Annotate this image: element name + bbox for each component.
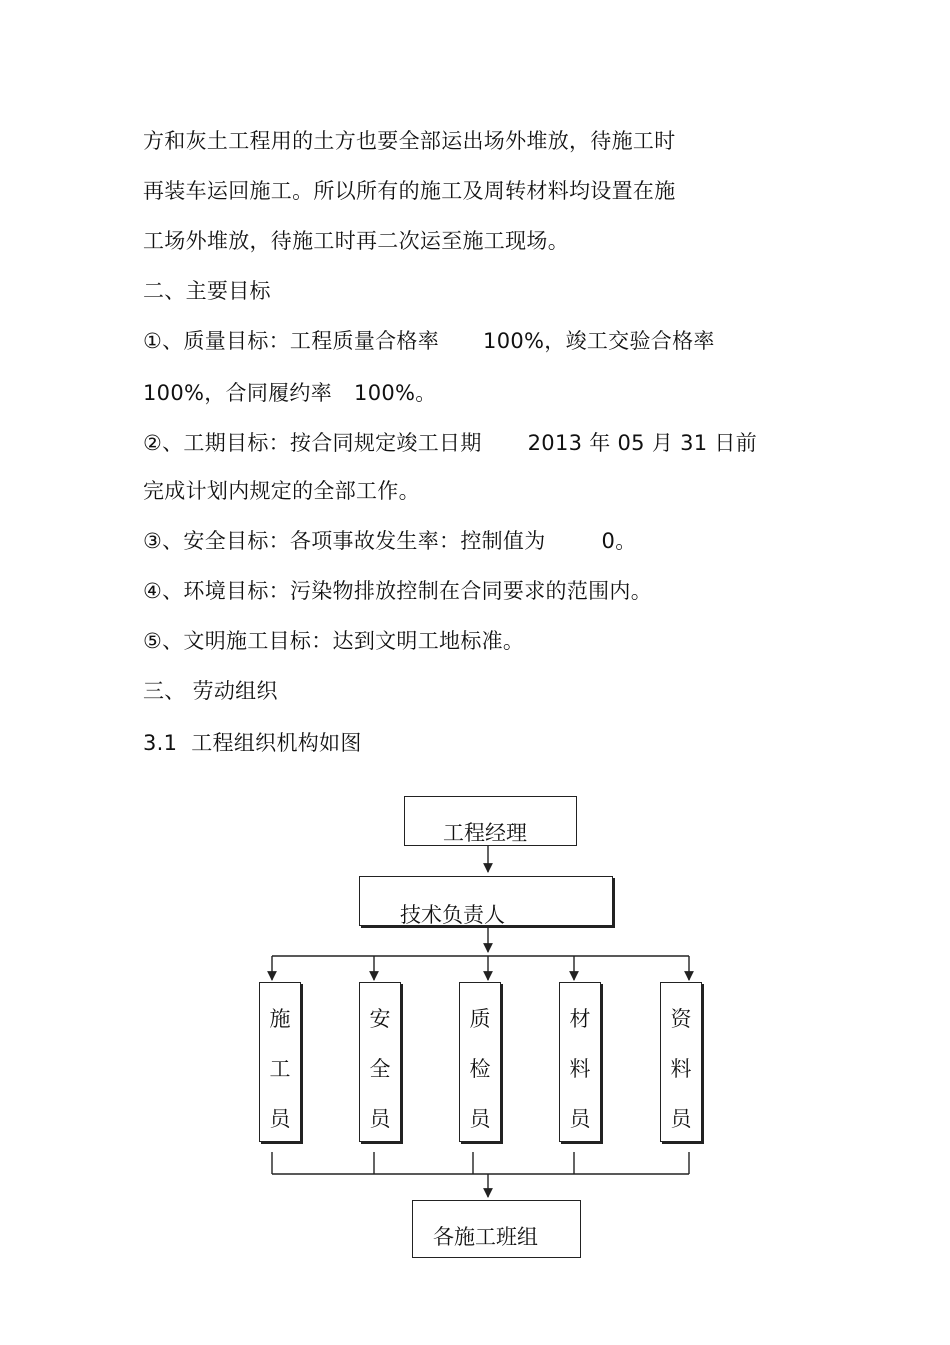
role-char: 员 <box>269 1107 291 1131</box>
org-box-role-construction <box>259 982 301 1142</box>
paragraph-line-3: 工场外堆放，待施工时再二次运至施工现场。 <box>143 229 569 253</box>
org-box-role-documents <box>660 982 702 1142</box>
org-box-role-materials <box>559 982 601 1142</box>
role-char: 工 <box>269 1057 291 1081</box>
role-char: 检 <box>469 1057 491 1081</box>
section-heading-goals: 二、主要目标 <box>143 279 271 303</box>
role-char: 员 <box>469 1107 491 1131</box>
org-box-role-safety <box>359 982 401 1142</box>
safety-goal-value: 0。 <box>601 529 637 553</box>
quality-goal-label: ①、质量目标：工程质量合格率 <box>143 329 440 353</box>
role-char: 材 <box>569 1007 591 1031</box>
role-char: 员 <box>670 1107 692 1131</box>
org-box-teams <box>412 1200 581 1258</box>
role-char: 质 <box>469 1007 491 1031</box>
paragraph-line-2: 再装车运回施工。所以所有的施工及周转材料均设置在施 <box>143 179 676 203</box>
safety-goal-label: ③、安全目标：各项事故发生率：控制值为 <box>143 529 546 553</box>
section-heading-labor: 三、 劳动组织 <box>143 679 278 703</box>
role-char: 全 <box>369 1057 391 1081</box>
quality-goal-value: 100%，竣工交验合格率 <box>483 329 715 353</box>
environment-goal: ④、环境目标：污染物排放控制在合同要求的范围内。 <box>143 579 653 603</box>
role-char: 员 <box>569 1107 591 1131</box>
org-box-teams-label: 各施工班组 <box>433 1225 538 1249</box>
org-box-manager <box>404 796 577 846</box>
schedule-goal-label: ②、工期目标：按合同规定竣工日期 <box>143 431 482 455</box>
org-box-tech-lead <box>359 876 613 926</box>
role-char: 安 <box>369 1007 391 1031</box>
contract-rate-value: 100%。 <box>354 381 437 405</box>
role-char: 资 <box>670 1007 692 1031</box>
org-chart-caption: 3.1 工程组织机构如图 <box>143 731 362 755</box>
role-char: 料 <box>670 1057 692 1081</box>
paragraph-line-1: 方和灰土工程用的土方也要全部运出场外堆放，待施工时 <box>143 129 676 153</box>
civilized-goal: ⑤、文明施工目标：达到文明工地标准。 <box>143 629 525 653</box>
role-char: 料 <box>569 1057 591 1081</box>
schedule-goal-line-2: 完成计划内规定的全部工作。 <box>143 479 420 503</box>
quality-goal-rate: 100%，合同履约率 <box>143 381 333 405</box>
org-box-role-quality <box>459 982 501 1142</box>
role-char: 施 <box>269 1007 291 1031</box>
role-char: 员 <box>369 1107 391 1131</box>
org-box-tech-lead-label: 技术负责人 <box>400 903 505 927</box>
schedule-goal-date: 2013 年 05 月 31 日前 <box>527 431 757 455</box>
org-box-manager-label: 工程经理 <box>443 821 527 845</box>
